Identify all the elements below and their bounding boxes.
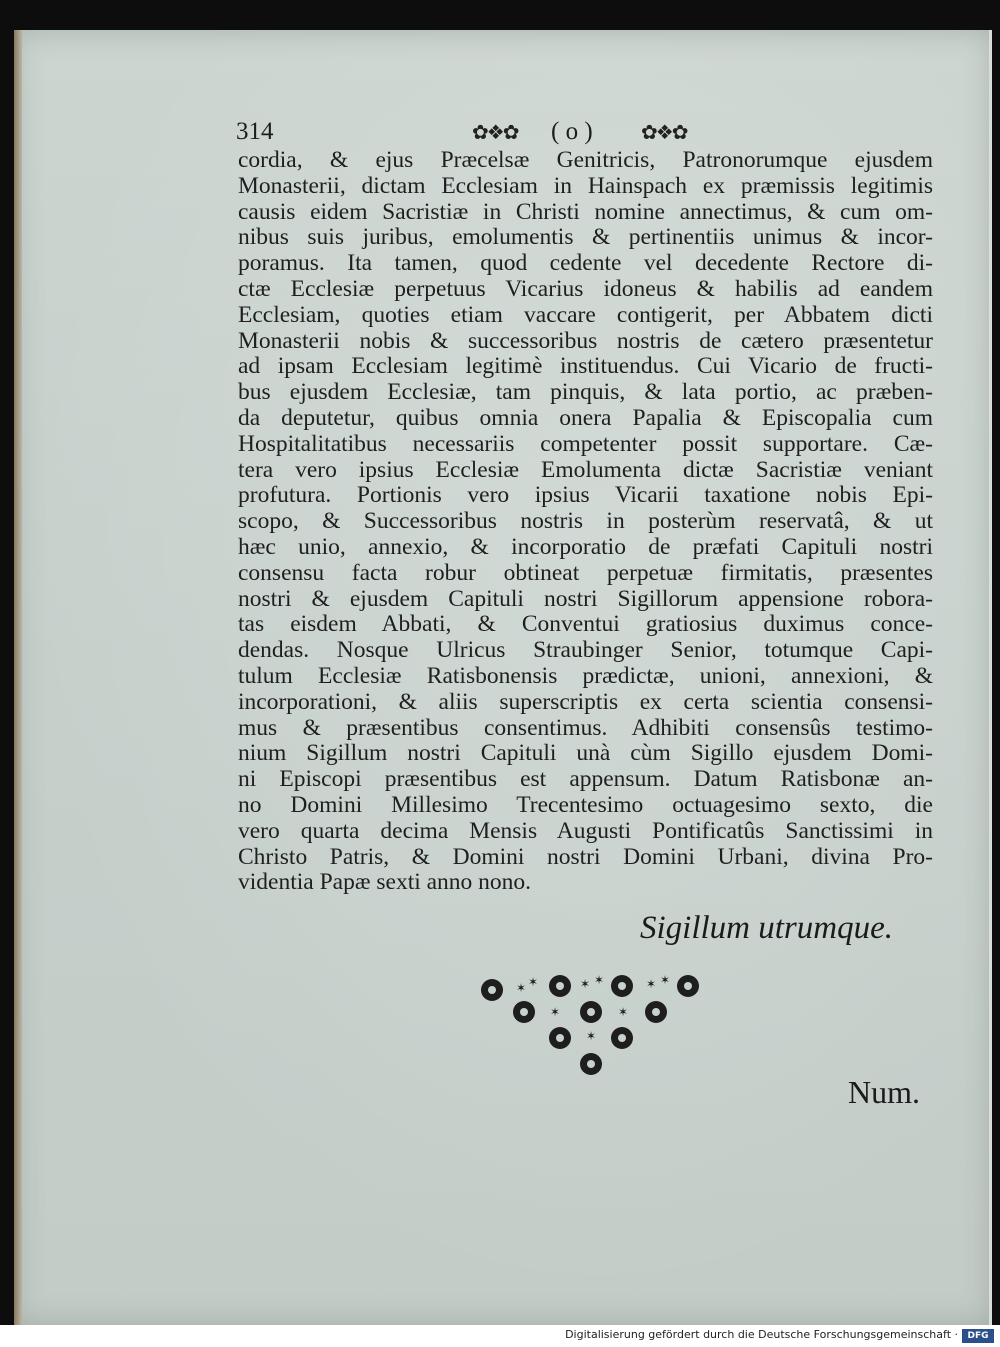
text-line: cordia, & ejus Præcelsæ Genitricis, Patronorumque ejusdem — [238, 147, 933, 173]
closing-phrase: Sigillum utrumque. — [640, 910, 893, 946]
svg-text:✶: ✶ — [516, 981, 527, 995]
catchword: Num. — [848, 1074, 920, 1110]
running-head: ( o ) — [551, 118, 593, 145]
text-line: ad ipsam Ecclesiam legitimè instituendus. Cui Vicario de fructi- — [238, 353, 933, 380]
text-line: poramus. Ita tamen, quod cedente vel decedente Rectore di- — [238, 250, 933, 277]
header-ornament-right-icon: ✿❖✿ — [641, 120, 687, 144]
text-line: bus ejusdem Ecclesiæ, tam pinquis, & lata portio, ac præben- — [238, 379, 933, 406]
svg-text:✶: ✶ — [594, 973, 605, 987]
text-line: tas eisdem Abbati, & Conventui gratiosius duximus conce- — [238, 611, 933, 638]
text-line: incorporationi, & aliis superscriptis ex certa scientia consensi- — [238, 688, 933, 715]
digitization-footer — [0, 1325, 1000, 1347]
svg-text:✶: ✶ — [618, 1005, 629, 1019]
fleuron-ornament-icon — [476, 970, 706, 1090]
page-header — [236, 118, 936, 150]
svg-text:✶: ✶ — [660, 973, 671, 987]
text-line: scopo, & Successoribus nostris in posterùm reservatâ, & ut — [238, 508, 933, 535]
footer-credit: Digitalisierung gefördert durch die Deutsche Forschungsgemeinschaft · — [565, 1328, 958, 1341]
text-line: Christo Patris, & Domini nostri Domini Urbani, divina Pro- — [238, 843, 933, 870]
text-line: Monasterii, dictam Ecclesiam in Hainspach ex præmissis legitimis — [238, 172, 933, 199]
text-line: consensu facta robur obtineat perpetuæ firmitatis, præsentes — [238, 559, 933, 586]
text-line: dendas. Nosque Ulricus Straubinger Senior, totumque Capi- — [238, 637, 933, 664]
text-line: Monasterii nobis & successoribus nostris de cætero præsentetur — [238, 327, 933, 354]
page-binding-edge — [14, 30, 22, 1325]
text-line: da deputetur, quibus omnia onera Papalia & Episcopalia cum — [238, 404, 933, 431]
text-line: ctæ Ecclesiæ perpetuus Vicarius idoneus & habilis ad eandem — [238, 275, 933, 302]
text-line: causis eidem Sacristiæ in Christi nomine annectimus, & cum om- — [238, 198, 933, 225]
svg-text:✶: ✶ — [528, 975, 539, 989]
text-line: ni Episcopi præsentibus est appensum. Datum Ratisbonæ an- — [238, 766, 933, 793]
text-line: Ecclesiam, quoties etiam vaccare contigerit, per Abbatem dicti — [238, 301, 933, 328]
page-number: 314 — [236, 118, 274, 145]
header-ornament-left-icon: ✿❖✿ — [472, 120, 518, 144]
svg-text:✶: ✶ — [586, 1029, 597, 1043]
page-right-edge — [989, 30, 992, 1325]
text-line: videntia Papæ sexti anno nono. — [238, 869, 532, 896]
text-line: Hospitalitatibus necessariis competenter possit supportare. Cæ- — [238, 430, 933, 457]
svg-text:✶: ✶ — [550, 1005, 561, 1019]
text-line: nibus suis juribus, emolumentis & pertinentiis unimus & incor- — [238, 224, 933, 251]
text-line: mus & præsentibus consentimus. Adhibiti consensûs testimo- — [238, 714, 933, 741]
text-line: profutura. Portionis vero ipsius Vicarii taxatione nobis Epi- — [238, 482, 933, 509]
text-line: nostri & ejusdem Capituli nostri Sigillorum appensione robora- — [238, 585, 933, 612]
text-line: tulum Ecclesiæ Ratisbonensis prædictæ, unioni, annexioni, & — [238, 662, 933, 689]
text-line: vero quarta decima Mensis Augusti Pontificatûs Sanctissimi in — [238, 817, 933, 844]
text-line: no Domini Millesimo Trecentesimo octuagesimo sexto, die — [238, 791, 933, 818]
text-line: hæc unio, annexio, & incorporatio de præfati Capituli nostri — [238, 533, 933, 560]
body-text — [238, 148, 933, 896]
svg-text:✶: ✶ — [580, 977, 591, 991]
svg-text:✶: ✶ — [646, 977, 657, 991]
text-line: nium Sigillum nostri Capituli unà cùm Sigillo ejusdem Domi- — [238, 740, 933, 767]
dfg-logo-icon: DFG — [962, 1329, 994, 1343]
text-line: tera vero ipsius Ecclesiæ Emolumenta dictæ Sacristiæ veniant — [238, 456, 933, 483]
